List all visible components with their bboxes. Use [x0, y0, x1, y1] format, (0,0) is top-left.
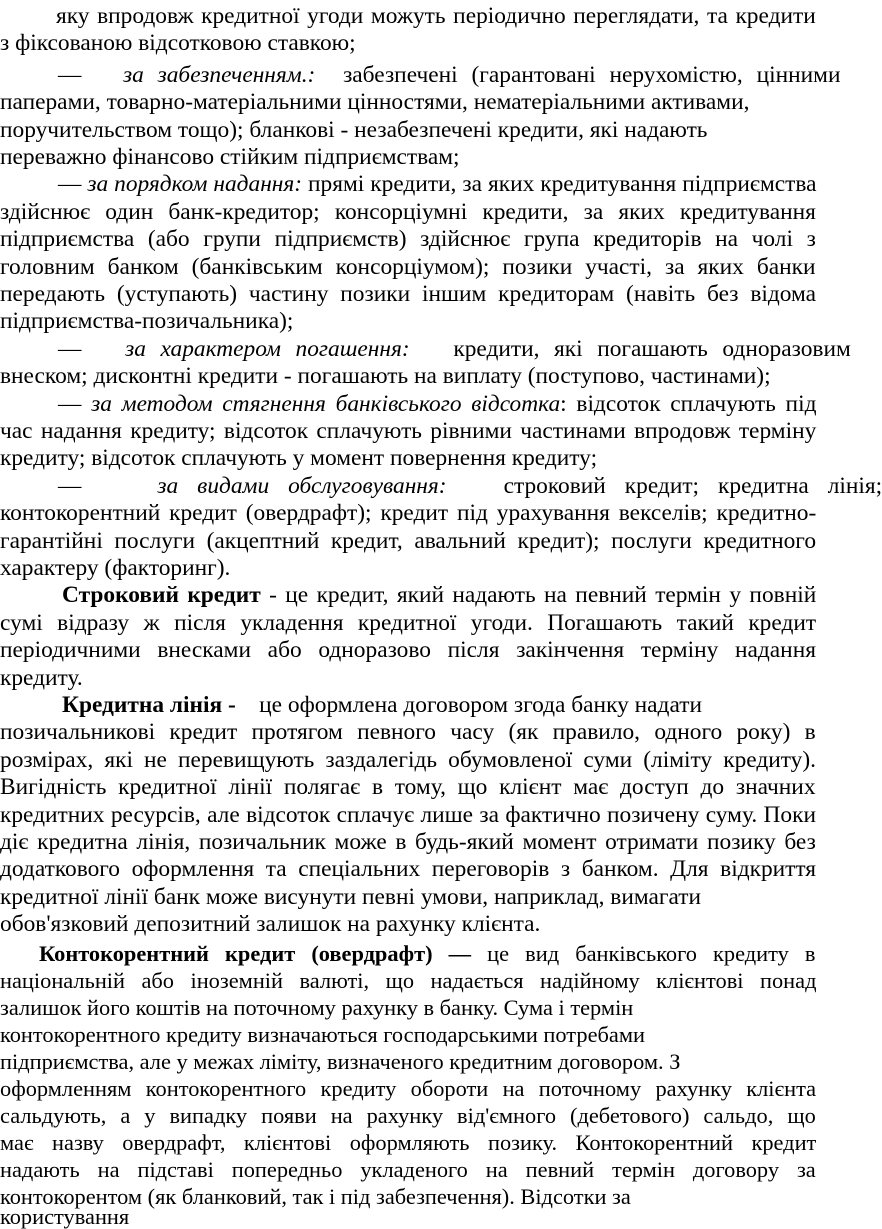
text-line: контокорентного кредиту визначаються господарськими потребами [0, 1022, 645, 1047]
bullet-dash: — [58, 62, 82, 88]
text-line: поручительством тощо); бланкові - незабезпечені кредити, які надають [0, 117, 708, 143]
text-line: паперами, товарно-матеріальними цінностями, нематеріальними активами, [0, 89, 750, 115]
text-line: національній або іноземній валюті, що надається надійному клієнтові понад [0, 968, 817, 993]
text-line: періодичними внесками або одноразово після закінчення терміну надання [0, 637, 816, 663]
text-line: головним банком (банківським консорціумом); позики участі, за яких банки [0, 254, 816, 280]
term-heading: Кредитна лінія - [62, 692, 236, 718]
text-line: оформленням контокорентного кредиту обороти на поточному рахунку клієнта [0, 1076, 817, 1101]
text-line: контокорентом (як бланковий, так і під забезпечення). Відсотки за [0, 1184, 631, 1209]
text-line: Кредитна лінія - це оформлена договором згода банку надати [62, 692, 702, 718]
text-line: Контокорентний кредит (овердрафт) — це вид банківського кредиту в [39, 941, 816, 966]
category-label: за забезпеченням.: [122, 62, 316, 88]
text-line: кредиту. [0, 665, 83, 691]
text-line: час надання кредиту; відсоток сплачують рівними частинами впродовж терміну [0, 418, 817, 444]
text-line: — за видами обслуговування: строковий кредит; кредитна лінія; [58, 473, 882, 499]
text-line: сумі відразу ж після укладення кредитної угоди. Погашають такий кредит [0, 610, 817, 636]
text-line: — за методом стягнення банківського відсотка: відсоток сплачують під [58, 391, 817, 417]
text-line: з фіксованою відсотковою ставкою; [0, 30, 356, 56]
text-line: користування [0, 1204, 130, 1229]
text-line: додаткового оформлення та спеціальних переговорів з банком. Для відкриття [0, 856, 817, 882]
text-line: — за забезпеченням.: забезпечені (гарантовані нерухомістю, цінними [58, 62, 841, 88]
text-line: має назву овердрафт, клієнтові оформляють позику. Контокорентний кредит [0, 1130, 817, 1155]
text-line: яку впродовж кредитної угоди можуть періодично переглядати, та кредити [56, 3, 816, 29]
text-line: діє кредитна лінія, позичальник може в будь-який момент отримати позику без [0, 829, 816, 855]
bullet-dash: — [58, 336, 82, 362]
text-line: підприємства (або групи підприємств) здійснює група кредиторів на чолі з [0, 226, 816, 252]
text-line: обов'язковий депозитний залишок на рахунку клієнта. [0, 911, 541, 937]
text-line: Строковий кредит - це кредит, який надають на певний термін у повній [62, 582, 817, 608]
text-line: підприємства, але у межах ліміту, визначеного кредитним договором. З [0, 1049, 681, 1074]
text-line: — за порядком надання: прямі кредити, за яких кредитування підприємства [58, 171, 817, 197]
term-heading: Строковий кредит [62, 582, 261, 608]
text-line: залишок його коштів на поточному рахунку в банку. Сума і термін [0, 995, 634, 1020]
bullet-dash: — [58, 473, 82, 499]
category-label: за методом стягнення банківського відсотка [91, 391, 561, 417]
text-line: сальдують, а у випадку появи на рахунку від'ємного (дебетового) сальдо, що [0, 1103, 816, 1128]
text-line: здійснює один банк-кредитор; консорціумні кредити, за яких кредитування [0, 199, 816, 225]
text-line: Вигідність кредитної лінії полягає в тому, що клієнт має доступ до значних [0, 774, 816, 800]
text-line: переважно фінансово стійким підприємствам; [0, 144, 460, 170]
text-line: — за характером погашення: кредити, які погашають одноразовим [58, 336, 851, 362]
text-line: розмірах, які не перевищують заздалегідь обумовленої суми (ліміту кредиту). [0, 747, 817, 773]
text-line: внеском; дисконтні кредити - погашають на виплату (поступово, частинами); [0, 363, 771, 389]
text-line: гарантійні послуги (акцептний кредит, авальний кредит); послуги кредитного [0, 528, 817, 554]
text-line: кредитної лінії банк може висунути певні умови, наприклад, вимагати [0, 884, 701, 910]
text-line: кредитних ресурсів, але відсоток сплачує лише за фактично позичену суму. Поки [0, 802, 816, 828]
text-line: надають на підставі попередньо укладеного на певний термін договору за [0, 1157, 816, 1182]
bullet-dash: — [58, 171, 82, 197]
text-line: позичальникові кредит протягом певного часу (як правило, одного року) в [0, 719, 816, 745]
text-line: передають (уступають) частину позики іншим кредиторам (навіть без відома [0, 281, 817, 307]
text-line: характеру (факторинг). [0, 555, 231, 581]
term-heading: Контокорентний кредит (овердрафт) — [39, 941, 472, 966]
category-label: за видами обслуговування: [157, 473, 447, 499]
bullet-dash: — [58, 391, 82, 417]
text-line: кредиту; відсоток сплачують у момент повернення кредиту; [0, 445, 598, 471]
category-label: за порядком надання: [87, 171, 303, 197]
text-line: контокорентний кредит (овердрафт); кредит під урахування векселів; кредитно- [0, 500, 817, 526]
category-label: за характером погашення: [125, 336, 410, 362]
text-line: підприємства-позичальника); [0, 308, 294, 334]
